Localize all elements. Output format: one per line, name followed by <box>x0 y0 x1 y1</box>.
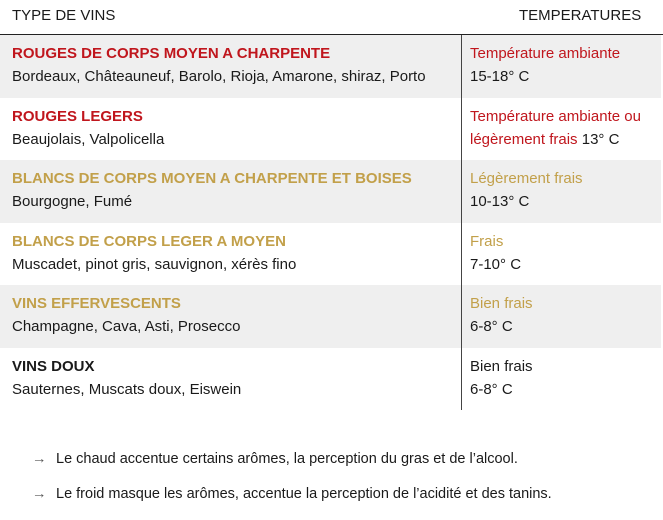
temperature-value: 10-13° C <box>470 193 530 210</box>
table-row <box>0 223 661 286</box>
wine-type-name: BLANCS DE CORPS MOYEN A CHARPENTE ET BOISES <box>12 170 412 187</box>
temperature-value: 6-8° C <box>470 380 513 398</box>
note-text: Le chaud accentue certains arômes, la perception du gras et de l’alcool. <box>56 451 518 467</box>
column-divider <box>461 35 462 410</box>
arrow-right-icon: → <box>32 451 47 467</box>
wine-type-name: VINS EFFERVESCENTS <box>12 295 181 312</box>
wine-type-name: VINS DOUX <box>12 357 95 375</box>
wine-examples: Sauternes, Muscats doux, Eiswein <box>12 380 242 398</box>
note-text: Le froid masque les arômes, accentue la perception de l’acidité et des tanins. <box>56 486 552 502</box>
wine-type-name: ROUGES DE CORPS MOYEN A CHARPENTE <box>12 45 331 62</box>
temperature-value: 15-18° C <box>470 68 530 85</box>
temperature-label-cont: légèrement frais <box>470 130 578 148</box>
table-row <box>0 35 661 98</box>
temperature-label: Légèrement frais <box>470 170 583 187</box>
table-row <box>0 348 661 411</box>
table-row <box>0 285 661 348</box>
table-row <box>0 98 661 161</box>
temperature-label: Température ambiante <box>470 45 621 62</box>
temperature-value: 13° C <box>581 130 620 148</box>
temperature-label: Bien frais <box>470 357 533 375</box>
table-header <box>0 0 663 35</box>
temperature-label: Frais <box>470 232 504 250</box>
temperature-label: Température ambiante ou <box>470 107 641 125</box>
note-heat <box>32 451 518 467</box>
note-cold <box>32 486 552 502</box>
temperature-label: Bien frais <box>470 295 533 312</box>
wine-examples: Bordeaux, Châteauneuf, Barolo, Rioja, Amarone, shiraz, Porto <box>12 68 426 85</box>
wine-examples: Beaujolais, Valpolicella <box>12 130 165 148</box>
temperature-line2 <box>470 131 619 148</box>
table-row <box>0 160 661 223</box>
wine-type-name: BLANCS DE CORPS LEGER A MOYEN <box>12 232 286 250</box>
temperature-value: 7-10° C <box>470 255 522 273</box>
wine-examples: Champagne, Cava, Asti, Prosecco <box>12 318 241 335</box>
wine-type-name: ROUGES LEGERS <box>12 107 143 125</box>
header-type-de-vins: TYPE DE VINS <box>12 7 116 24</box>
temperature-value: 6-8° C <box>470 318 513 335</box>
wine-examples: Muscadet, pinot gris, sauvignon, xérès fino <box>12 255 297 273</box>
wine-examples: Bourgogne, Fumé <box>12 193 133 210</box>
header-temperatures: TEMPERATURES <box>519 7 642 24</box>
arrow-right-icon: → <box>32 486 47 502</box>
